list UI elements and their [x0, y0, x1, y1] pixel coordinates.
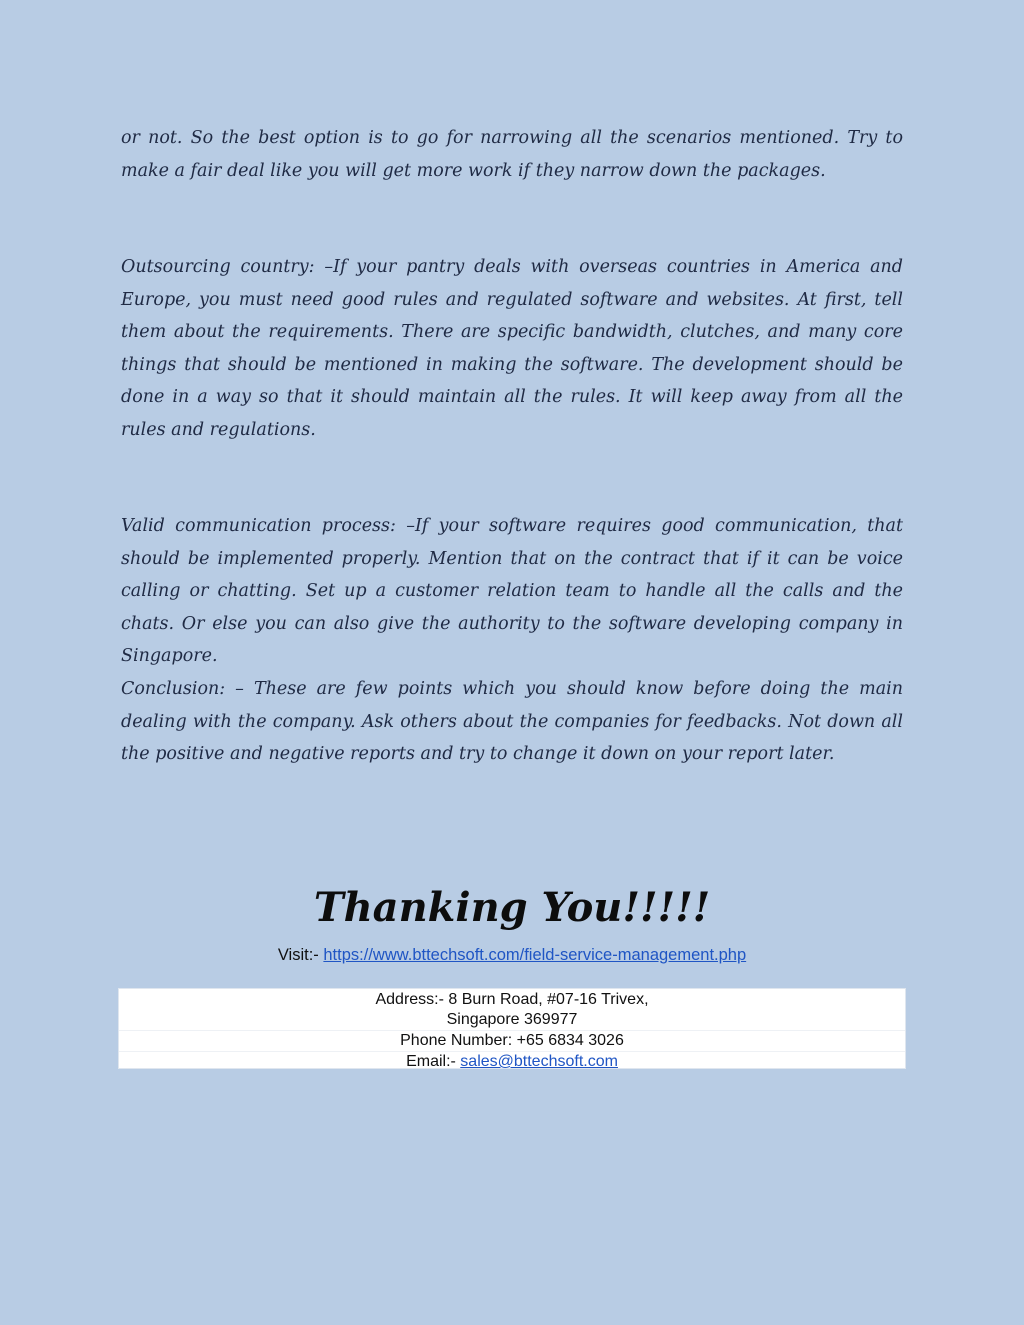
body-paragraph-intro: or not. So the best option is to go for narrowing all the scenarios mentioned. Try to make a fair deal like you will get more work if they narrow down the packages.: [121, 128, 903, 181]
contact-box: [118, 988, 906, 1069]
address-line-1: Address:- 8 Burn Road, #07-16 Trivex,: [375, 991, 649, 1008]
visit-line: [0, 944, 1024, 966]
body-paragraph-outsourcing-country: Outsourcing country: –If your pantry deals with overseas countries in America and Europe, you must need good rules and regulated software and websites. At first, tell them about the requirements. There are specific bandwidth, clutches, and many core things that should be mentioned in making the software. The development should be done in a way so that it should maintain all the rules. It will keep away from all the rules and regulations.: [121, 257, 903, 440]
email-link[interactable]: sales@bttechsoft.com: [460, 1053, 618, 1070]
body-paragraph-valid-communication: Valid communication process: –If your software requires good communication, that should be implemented properly. Mention that on the contract that if it can be voice calling or chatting. Set up a customer relation team to handle all the calls and the chats. Or else you can also give the authority to the software developing company in Singapore.: [121, 516, 903, 667]
thanks-heading: Thanking You!!!!!: [313, 884, 711, 931]
email-label: Email:-: [406, 1053, 461, 1070]
visit-link[interactable]: https://www.bttechsoft.com/field-service-management.php: [323, 946, 747, 964]
email-line: [119, 1051, 905, 1072]
body-paragraph-conclusion: Conclusion: – These are few points which you should know before doing the main dealing with the company. Ask others about the companies for feedbacks. Not down all the positive and negative reports and try to change it down on your report later.: [121, 679, 903, 765]
visit-label: Visit:-: [277, 946, 324, 964]
phone-number: Phone Number: +65 6834 3026: [119, 1030, 905, 1051]
address-line-2: Singapore 369977: [446, 1011, 578, 1028]
